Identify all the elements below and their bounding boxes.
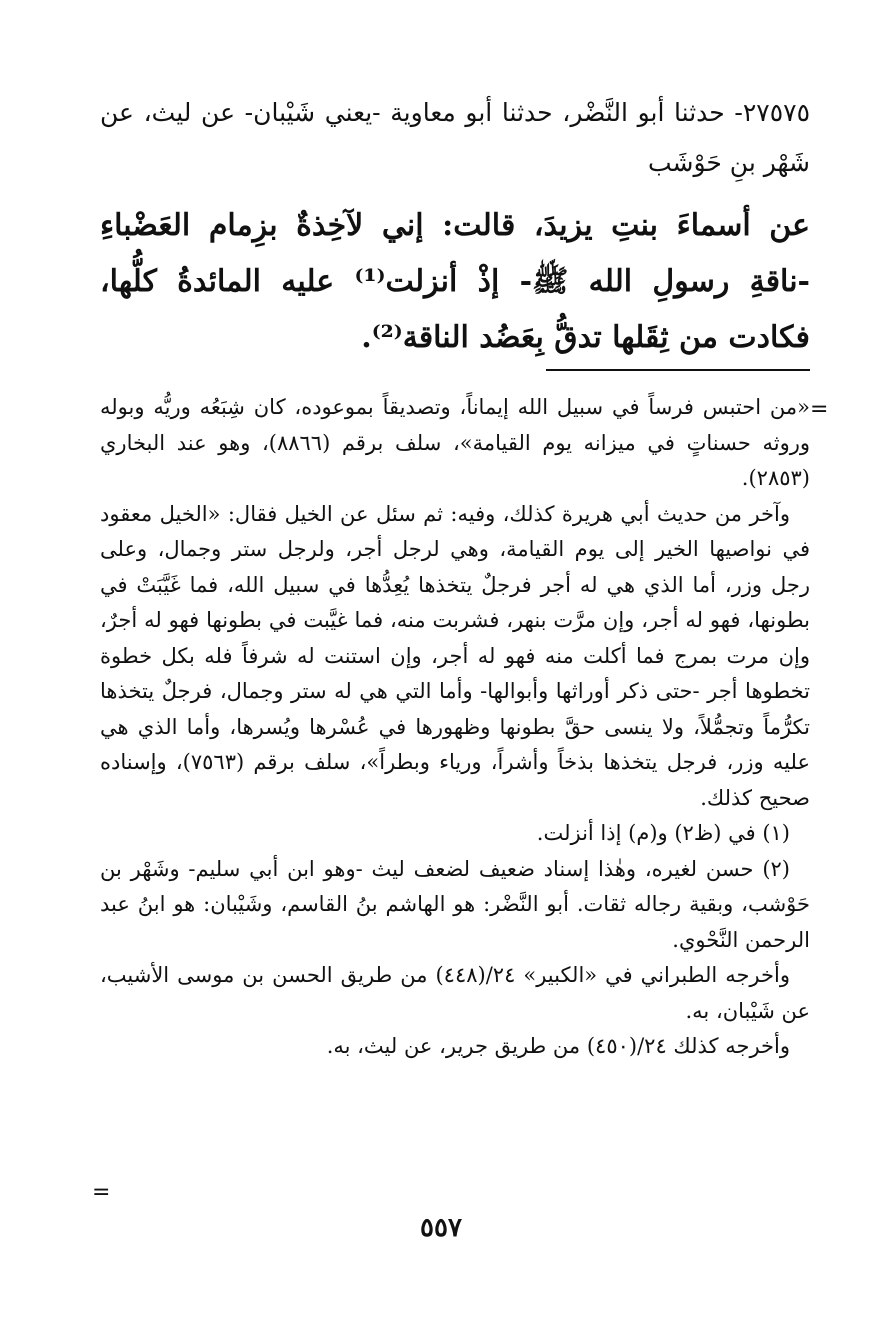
footnotes (100, 390, 810, 1065)
footnote-continued: «من احتبس فرساً في سبيل الله إيماناً، وتصديقاً بموعوده، كان شِبَعُه وريُّه وبوله وروثه حسناتٍ في ميزانه يوم القيامة»، سلف برقم (٨٨٦٦)، وهو عند البخاري (٢٨٥٣). (100, 395, 810, 490)
footnote-divider (546, 369, 810, 371)
footnote-paragraph: وآخر من حديث أبي هريرة كذلك، وفيه: ثم سئل عن الخيل فقال: «الخيل معقود في نواصيها الخير إلى يوم القيامة، وهي لرجل أجر، ولرجل ستر وجمال، وعلى رجل وزر، أما الذي هي له أجر فرجلٌ يتخذها يُعِدُّها في سبيل الله، فما غَيَّبَتْ في بطونها، فهو له أجر، وإن مرَّت بنهر، فشربت منه، فما غيَّبت في بطونها فهو له أجرٌ، وإن مرت بمرج فما أكلت منه فهو له أجر، وإن استنت له شرفاً فله بكل خطوة تخطوها أجر -حتى ذكر أوراثها وأبوالها- وأما التي هي له ستر وجمال، فرجلٌ يتخذها تكرُّماً وتجمُّلاً، ولا ينسى حقَّ بطونها وظهورها في عُسْرها ويُسرها، وأما الذي هي عليه وزر، فرجل يتخذها بذخاً وأشراً، ورياء وبطراً»، سلف برقم (٧٥٦٣)، وإسناده صحيح كذلك. (100, 501, 810, 810)
page-number: ٥٥٧ (420, 1213, 462, 1243)
continuation-mark-bottom: = (92, 1180, 111, 1205)
footnote-paragraph: وأخرجه كذلك ٢٤/(٤٥٠) من طريق جرير، عن ليث، به. (326, 1034, 790, 1058)
footnote-paragraph: وأخرجه الطبراني في «الكبير» ٢٤/(٤٤٨) من طريق الحسن بن موسى الأشيب، عن شَيْبان، به. (100, 963, 810, 1023)
hadith-text: عن أسماءَ بنتِ يزيدَ، قالت: إني لآخِذةٌ بزِمام العَضْباءِ -ناقةِ رسولِ الله ﷺ- إذْ أنزلت⁽¹⁾ عليه المائدةُ كلُّها، فكادت من ثِقَلها تدقُّ بِعَضُد الناقة⁽²⁾. (100, 208, 810, 355)
continuation-mark-top: = (810, 397, 829, 422)
hadith-heading: ٢٧٥٧٥- حدثنا أبو النَّضْر، حدثنا أبو معاوية -يعني شَيْبان- عن ليث، عن شَهْر بنِ حَوْشَب (100, 98, 810, 177)
footnote-2: (٢) حسن لغيره، وهٰذا إسناد ضعيف لضعف ليث -وهو ابن أبي سليم- وشَهْر بن حَوْشب، وبقية رجاله ثقات. أبو النَّضْر: هو الهاشم بنُ القاسم، وشَيْبان: هو ابنُ عبد الرحمن النَّحْوي. (100, 856, 810, 952)
footnote-1: (١) في (ظ٢) و(م) إذا أنزلت. (536, 821, 790, 845)
